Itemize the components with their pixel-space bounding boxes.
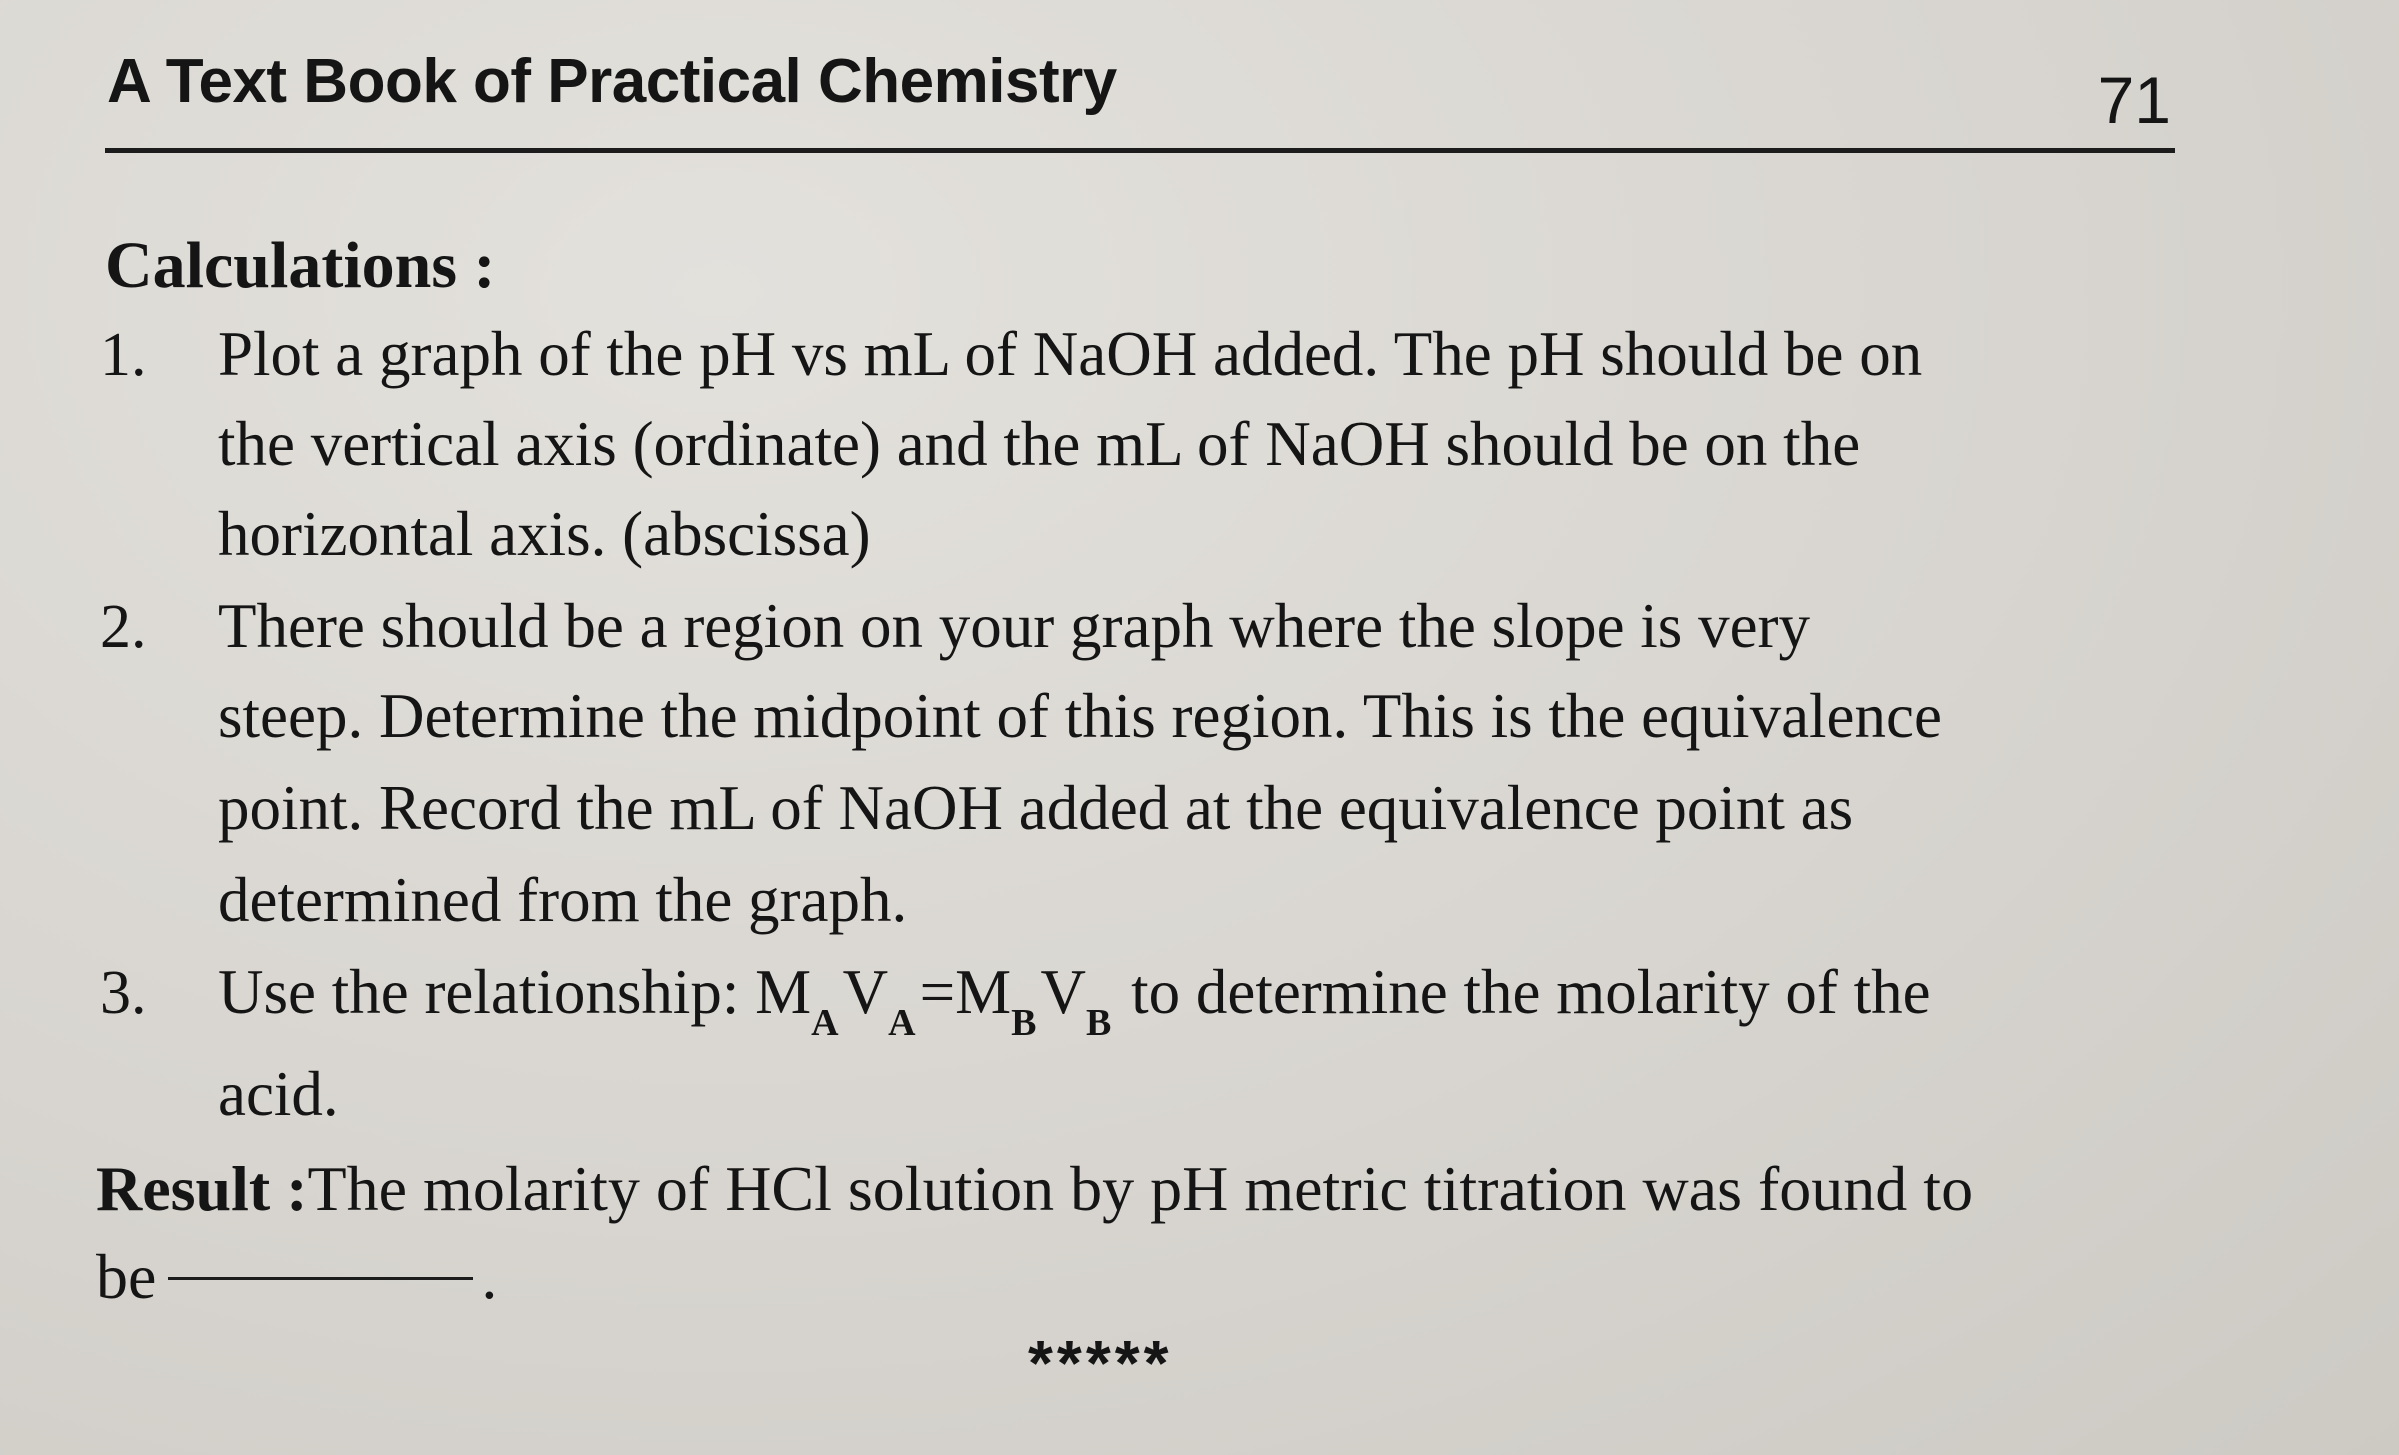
item-2-line-3: point. Record the mL of NaOH added at the equivalence point as [218, 773, 1854, 843]
result-be: be [96, 1241, 157, 1312]
formula-equals: = [919, 957, 956, 1027]
item-1-line-2: the vertical axis (ordinate) and the mL of NaOH should be on the [218, 409, 1861, 479]
result-label: Result : [96, 1153, 308, 1224]
formula-prefix: Use the relationship: [218, 957, 756, 1027]
formula-sub-a1: A [811, 1002, 839, 1044]
result-line-2 [96, 1240, 497, 1314]
book-title: A Text Book of Practical Chemistry [107, 47, 1117, 116]
result-end: . [481, 1241, 498, 1312]
answer-blank-line [168, 1277, 473, 1280]
formula-sub-b2: B [1086, 1002, 1112, 1044]
section-end-stars: ***** [1028, 1327, 1173, 1399]
result-line-1 [96, 1152, 1973, 1226]
section-heading: Calculations : [105, 229, 496, 302]
formula-suffix: to determine the molarity of the [1115, 957, 1931, 1027]
page-number: 71 [2097, 63, 2171, 137]
item-1-line-3: horizontal axis. (abscissa) [218, 499, 871, 569]
item-2-line-1: There should be a region on your graph where the slope is very [218, 591, 1811, 661]
item-3-number: 3. [100, 959, 147, 1027]
formula-sub-a2: A [888, 1002, 916, 1044]
item-3-line-1 [218, 956, 1931, 1044]
item-2-line-2: steep. Determine the midpoint of this region. This is the equivalence [218, 681, 1942, 751]
formula-m-a: M [755, 957, 812, 1027]
formula-v-b: V [1040, 957, 1086, 1027]
formula-m-b: M [955, 957, 1012, 1027]
item-2-line-4: determined from the graph. [218, 865, 908, 935]
result-text: The molarity of HCl solution by pH metric titration was found to [307, 1153, 1974, 1224]
item-1-line-1: Plot a graph of the pH vs mL of NaOH added. The pH should be on [218, 319, 1923, 389]
item-1-number: 1. [100, 321, 147, 389]
item-2-number: 2. [100, 593, 147, 661]
page-header [105, 40, 2175, 153]
item-3-line-2: acid. [218, 1059, 339, 1129]
formula-v-a: V [842, 957, 889, 1027]
formula-sub-b1: B [1011, 1002, 1037, 1044]
